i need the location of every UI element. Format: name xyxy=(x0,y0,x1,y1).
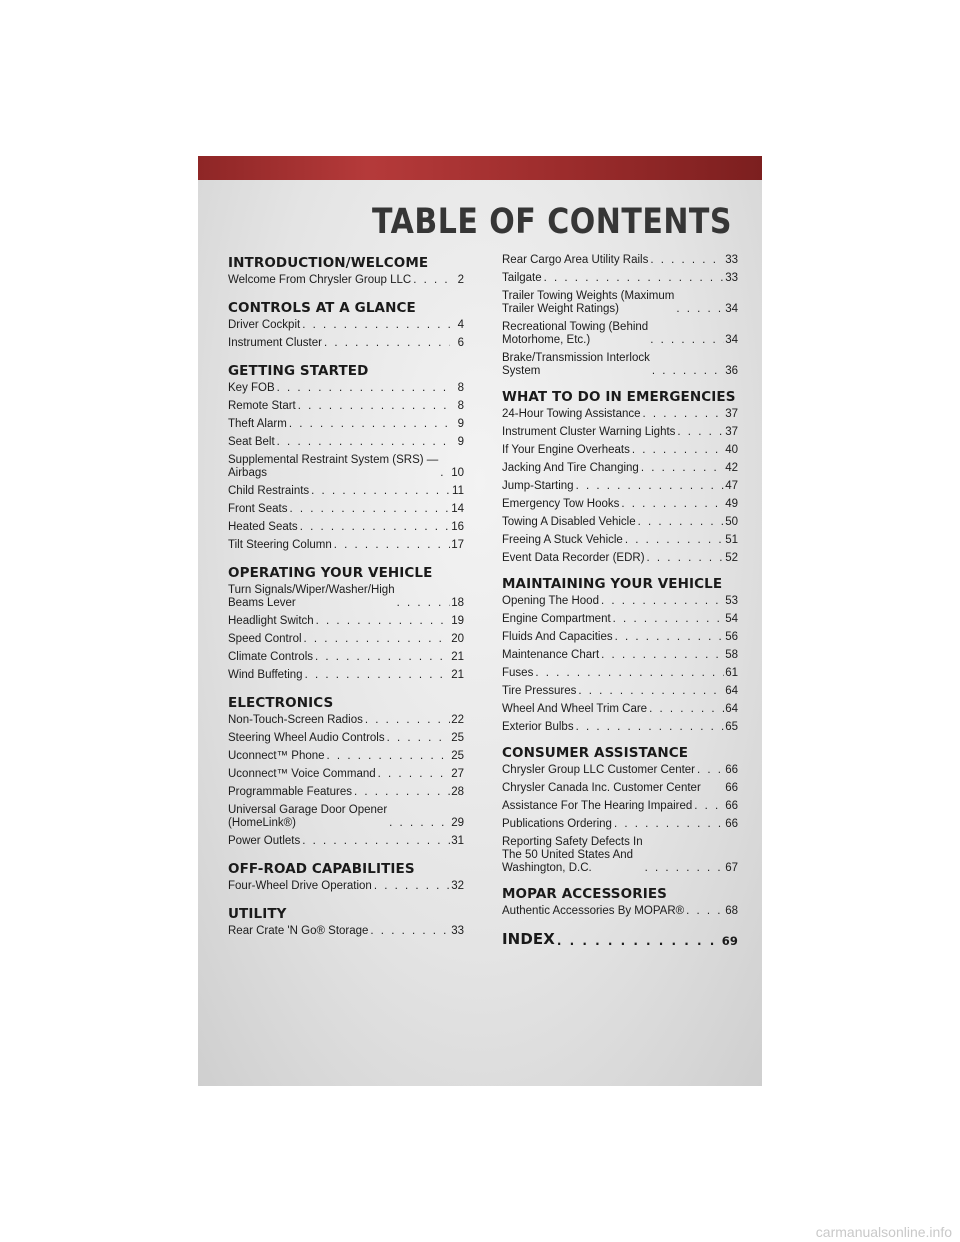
toc-entry[interactable] xyxy=(228,651,464,664)
toc-entry[interactable] xyxy=(228,521,464,534)
toc-entry-page: 33 xyxy=(451,925,464,937)
toc-entry[interactable] xyxy=(228,786,464,799)
toc-entry-page: 37 xyxy=(725,426,738,438)
toc-entry-page: 65 xyxy=(725,721,738,733)
dot-leader xyxy=(612,818,724,831)
toc-entry[interactable] xyxy=(502,905,738,918)
dot-leader xyxy=(648,334,724,347)
toc-entry[interactable] xyxy=(502,321,738,347)
dot-leader xyxy=(313,651,450,664)
toc-entry[interactable] xyxy=(502,272,738,285)
toc-entry-label: Brake/Transmission Interlock System xyxy=(502,352,650,377)
toc-entry[interactable] xyxy=(502,352,738,378)
toc-entry-page: 4 xyxy=(457,319,464,331)
dot-leader xyxy=(287,503,450,516)
toc-page xyxy=(198,156,762,1086)
toc-entry[interactable] xyxy=(228,714,464,727)
dot-leader xyxy=(648,254,724,267)
dot-leader xyxy=(674,303,724,316)
dot-leader xyxy=(684,905,724,918)
toc-entry[interactable] xyxy=(502,703,738,716)
toc-entry-page: 11 xyxy=(452,485,464,497)
dot-leader xyxy=(636,516,724,529)
dot-leader xyxy=(275,436,450,449)
toc-title: TABLE OF CONTENTS xyxy=(372,202,732,243)
toc-entry[interactable] xyxy=(228,382,464,395)
toc-entry-page: 25 xyxy=(451,750,464,762)
toc-entry-page: 32 xyxy=(451,880,464,892)
dot-leader xyxy=(599,595,724,608)
toc-entry-label: Chrysler Canada Inc. Customer Center xyxy=(502,782,701,794)
dot-leader xyxy=(352,786,450,799)
dot-leader xyxy=(372,880,450,893)
toc-entry-label: Chrysler Group LLC Customer Center xyxy=(502,764,696,776)
dot-leader xyxy=(298,521,450,534)
toc-entry-index[interactable] xyxy=(502,930,738,948)
toc-entry-page: 33 xyxy=(725,272,738,284)
toc-entry-label: Wind Buffeting xyxy=(228,669,303,681)
toc-entry[interactable] xyxy=(228,633,464,646)
toc-entry-page: 66 xyxy=(725,782,738,794)
dot-leader xyxy=(322,337,450,350)
dot-leader xyxy=(643,862,724,875)
header-band xyxy=(198,156,762,180)
toc-entry[interactable] xyxy=(502,408,738,421)
dot-leader xyxy=(300,835,450,848)
toc-entry[interactable] xyxy=(502,534,738,547)
toc-entry-label: Wheel And Wheel Trim Care xyxy=(502,703,648,715)
dot-leader xyxy=(302,633,450,646)
toc-entry-page: 20 xyxy=(451,633,464,645)
toc-entry-page: 21 xyxy=(451,669,464,681)
section-heading-operating-your-vehicle: OPERATING YOUR VEHICLE xyxy=(228,565,433,581)
toc-entry-page: 56 xyxy=(725,631,738,643)
toc-entry-page: 6 xyxy=(457,337,464,349)
toc-entry-page: 8 xyxy=(457,382,464,394)
toc-entry-label: Turn Signals/Wiper/Washer/High Beams Lever xyxy=(228,584,395,609)
toc-entry-page: 51 xyxy=(725,534,738,546)
toc-entry[interactable] xyxy=(228,337,464,350)
dot-leader xyxy=(363,714,450,727)
toc-entry-label: Steering Wheel Audio Controls xyxy=(228,732,385,744)
dot-leader xyxy=(314,615,450,628)
toc-entry-page: 16 xyxy=(451,521,464,533)
toc-entry-page: 64 xyxy=(725,685,738,697)
toc-entry-label: Universal Garage Door Opener (HomeLink®) xyxy=(228,804,388,829)
toc-entry-page: 58 xyxy=(725,649,738,661)
toc-entry[interactable] xyxy=(228,454,464,480)
toc-entry-page: 2 xyxy=(457,274,464,286)
toc-entry[interactable] xyxy=(502,516,738,529)
toc-entry-label: Key FOB xyxy=(228,382,275,394)
toc-entry-label: Power Outlets xyxy=(228,835,301,847)
toc-entry-page: 9 xyxy=(457,418,464,430)
dot-leader xyxy=(411,274,450,287)
dot-leader xyxy=(623,534,724,547)
toc-entry-label: Remote Start xyxy=(228,400,296,412)
toc-entry[interactable] xyxy=(228,584,464,610)
dot-leader xyxy=(599,649,724,662)
toc-entry[interactable] xyxy=(228,615,464,628)
toc-entry-page: 19 xyxy=(451,615,464,627)
toc-entry-page: 14 xyxy=(451,503,464,515)
dot-leader xyxy=(576,685,724,698)
toc-entry-label: Reporting Safety Defects In The 50 United States And Washington, D.C. xyxy=(502,836,643,874)
toc-entry-page: 34 xyxy=(725,334,738,346)
toc-entry-page: 27 xyxy=(451,768,464,780)
toc-entry-page: 25 xyxy=(451,732,464,744)
toc-entry-page: 54 xyxy=(725,613,738,625)
toc-entry-label: Supplemental Restraint System (SRS) — Airbags xyxy=(228,454,439,479)
toc-entry-label: Welcome From Chrysler Group LLC xyxy=(228,274,412,286)
toc-entry[interactable] xyxy=(502,631,738,644)
toc-entry-label: Fuses xyxy=(502,667,534,679)
dot-leader xyxy=(619,498,724,511)
toc-entry-label: Towing A Disabled Vehicle xyxy=(502,516,636,528)
toc-entry-page: 66 xyxy=(725,800,738,812)
toc-entry-page: 10 xyxy=(451,467,464,479)
toc-entry-page: 36 xyxy=(725,365,738,377)
toc-entry-label: Driver Cockpit xyxy=(228,319,301,331)
toc-entry-page: 34 xyxy=(725,303,738,315)
section-heading-off-road-capabilities: OFF-ROAD CAPABILITIES xyxy=(228,861,415,877)
toc-entry[interactable] xyxy=(228,418,464,431)
toc-entry-label: Seat Belt xyxy=(228,436,275,448)
toc-entry-label: Exterior Bulbs xyxy=(502,721,574,733)
toc-entry-label: Speed Control xyxy=(228,633,302,645)
toc-entry[interactable] xyxy=(228,835,464,848)
dot-leader xyxy=(303,669,450,682)
section-heading-electronics: ELECTRONICS xyxy=(228,695,334,711)
toc-entry[interactable] xyxy=(228,804,464,830)
toc-entry[interactable] xyxy=(228,750,464,763)
toc-entry-label: 24-Hour Towing Assistance xyxy=(502,408,641,420)
toc-entry-label: Freeing A Stuck Vehicle xyxy=(502,534,623,546)
toc-entry-label: Non-Touch-Screen Radios xyxy=(228,714,363,726)
toc-entry-page: 67 xyxy=(725,862,738,874)
index-page: 69 xyxy=(721,934,738,948)
toc-entry[interactable] xyxy=(228,880,464,893)
toc-entry-page: 21 xyxy=(451,651,464,663)
dot-leader xyxy=(611,613,724,626)
toc-entry-label: Tire Pressures xyxy=(502,685,577,697)
toc-entry[interactable] xyxy=(502,836,738,875)
toc-entry-page: 18 xyxy=(451,597,464,609)
dot-leader xyxy=(385,732,450,745)
dot-leader xyxy=(296,400,450,413)
toc-entry-label: Maintenance Chart xyxy=(502,649,600,661)
toc-entry[interactable] xyxy=(502,462,738,475)
toc-entry[interactable] xyxy=(502,800,738,813)
section-heading-maintaining-your-vehicle: MAINTAINING YOUR VEHICLE xyxy=(502,576,723,592)
toc-entry-page: 17 xyxy=(451,539,464,551)
toc-entry-page: 52 xyxy=(725,552,738,564)
toc-entry-page: 9 xyxy=(457,436,464,448)
toc-entry[interactable] xyxy=(228,503,464,516)
toc-entry-page: 64 xyxy=(725,703,738,715)
dot-leader xyxy=(275,382,450,395)
toc-entry[interactable] xyxy=(228,319,464,332)
toc-entry-page: 66 xyxy=(725,818,738,830)
watermark: carmanualsonline.info xyxy=(815,1224,952,1240)
toc-entry-label: Headlight Switch xyxy=(228,615,314,627)
toc-entry[interactable] xyxy=(502,667,738,680)
dot-leader xyxy=(368,925,450,938)
dot-leader xyxy=(645,552,724,565)
toc-entry[interactable] xyxy=(502,444,738,457)
toc-entry-label: Tilt Steering Column xyxy=(228,539,332,551)
dot-leader xyxy=(574,721,724,734)
dot-leader xyxy=(533,667,724,680)
dot-leader xyxy=(542,272,724,285)
toc-entry-label: Climate Controls xyxy=(228,651,313,663)
toc-entry[interactable] xyxy=(228,732,464,745)
toc-entry[interactable] xyxy=(502,685,738,698)
toc-entry[interactable] xyxy=(502,649,738,662)
toc-entry-page: 40 xyxy=(725,444,738,456)
toc-entry-page: 68 xyxy=(725,905,738,917)
toc-entry-label: Assistance For The Hearing Impaired xyxy=(502,800,693,812)
toc-entry-label: Rear Crate 'N Go® Storage xyxy=(228,925,369,937)
dot-leader xyxy=(395,597,450,610)
dot-leader xyxy=(309,485,450,498)
section-heading-getting-started: GETTING STARTED xyxy=(228,363,369,379)
dot-leader xyxy=(630,444,724,457)
toc-entry-label: Publications Ordering xyxy=(502,818,612,830)
dot-leader xyxy=(574,480,724,493)
toc-left-column xyxy=(228,255,464,943)
toc-entry-label: Jump-Starting xyxy=(502,480,574,492)
toc-entry[interactable] xyxy=(228,274,464,287)
dot-leader xyxy=(287,418,450,431)
toc-entry-page: 8 xyxy=(457,400,464,412)
toc-entry-label: Jacking And Tire Changing xyxy=(502,462,639,474)
dot-leader xyxy=(639,462,724,475)
toc-entry-label: Fluids And Capacities xyxy=(502,631,613,643)
toc-entry-label: Recreational Towing (Behind Motorhome, Etc.) xyxy=(502,321,649,346)
toc-entry-page: 49 xyxy=(725,498,738,510)
dot-leader xyxy=(387,817,450,830)
toc-entry-label: Engine Compartment xyxy=(502,613,611,625)
toc-entry-page: 50 xyxy=(725,516,738,528)
toc-entry-label: Authentic Accessories By MOPAR® xyxy=(502,905,685,917)
toc-entry-page: 42 xyxy=(725,462,738,474)
toc-entry[interactable] xyxy=(228,768,464,781)
dot-leader xyxy=(675,426,724,439)
toc-entry[interactable] xyxy=(502,782,738,795)
dot-leader xyxy=(647,703,724,716)
toc-entry[interactable] xyxy=(502,552,738,565)
section-heading-utility: UTILITY xyxy=(228,906,287,922)
toc-entry[interactable] xyxy=(228,485,464,498)
toc-entry[interactable] xyxy=(502,595,738,608)
dot-leader xyxy=(438,467,450,480)
toc-entry[interactable] xyxy=(502,721,738,734)
toc-entry-page: 28 xyxy=(451,786,464,798)
dot-leader xyxy=(555,934,722,948)
toc-right-column xyxy=(502,254,738,951)
toc-entry[interactable] xyxy=(502,498,738,511)
toc-entry[interactable] xyxy=(502,480,738,493)
toc-entry-page: 33 xyxy=(725,254,738,266)
toc-entry-page: 37 xyxy=(725,408,738,420)
toc-entry-label: Opening The Hood xyxy=(502,595,599,607)
toc-entry-page: 22 xyxy=(451,714,464,726)
toc-entry-page: 31 xyxy=(451,835,464,847)
toc-entry[interactable] xyxy=(228,400,464,413)
toc-entry-label: Four-Wheel Drive Operation xyxy=(228,880,372,892)
toc-entry-label: Heated Seats xyxy=(228,521,298,533)
section-heading-consumer-assistance: CONSUMER ASSISTANCE xyxy=(502,745,689,761)
dot-leader xyxy=(332,539,450,552)
section-heading-introduction-welcome: INTRODUCTION/WELCOME xyxy=(228,255,429,271)
toc-entry-label: If Your Engine Overheats xyxy=(502,444,630,456)
dot-leader xyxy=(641,408,725,421)
toc-entry-label: Theft Alarm xyxy=(228,418,287,430)
toc-entry-label: Instrument Cluster Warning Lights xyxy=(502,426,676,438)
toc-entry[interactable] xyxy=(502,254,738,267)
toc-entry[interactable] xyxy=(228,539,464,552)
toc-entry[interactable] xyxy=(228,436,464,449)
index-label: INDEX xyxy=(502,930,555,948)
toc-entry-label: Tailgate xyxy=(502,272,542,284)
dot-leader xyxy=(300,319,450,332)
toc-entry[interactable] xyxy=(228,925,464,938)
toc-entry-label: Child Restraints xyxy=(228,485,310,497)
dot-leader xyxy=(692,800,724,813)
dot-leader xyxy=(325,750,450,763)
section-heading-what-to-do-in-emergencies: WHAT TO DO IN EMERGENCIES xyxy=(502,389,736,405)
dot-leader xyxy=(613,631,724,644)
toc-entry[interactable] xyxy=(502,818,738,831)
section-heading-controls-at-a-glance: CONTROLS AT A GLANCE xyxy=(228,300,416,316)
toc-entry-page: 61 xyxy=(725,667,738,679)
toc-entry[interactable] xyxy=(502,290,738,316)
toc-entry-page: 47 xyxy=(725,480,738,492)
toc-entry-page: 29 xyxy=(451,817,464,829)
toc-entry-label: Event Data Recorder (EDR) xyxy=(502,552,645,564)
toc-entry-page: 53 xyxy=(725,595,738,607)
dot-leader xyxy=(650,365,724,378)
toc-entry[interactable] xyxy=(502,426,738,439)
toc-entry[interactable] xyxy=(228,669,464,682)
toc-entry[interactable] xyxy=(502,764,738,777)
toc-entry-label: Front Seats xyxy=(228,503,288,515)
dot-leader xyxy=(695,764,724,777)
toc-entry-label: Trailer Towing Weights (Maximum Trailer Weight Ratings) xyxy=(502,290,675,315)
toc-entry-label: Rear Cargo Area Utility Rails xyxy=(502,254,649,266)
toc-entry-label: Uconnect™ Phone xyxy=(228,750,325,762)
toc-entry[interactable] xyxy=(502,613,738,626)
toc-entry-label: Programmable Features xyxy=(228,786,352,798)
toc-entry-label: Emergency Tow Hooks xyxy=(502,498,620,510)
toc-entry-label: Instrument Cluster xyxy=(228,337,322,349)
toc-entry-label: Uconnect™ Voice Command xyxy=(228,768,376,780)
section-heading-mopar-accessories: MOPAR ACCESSORIES xyxy=(502,886,667,902)
toc-entry-page: 66 xyxy=(725,764,738,776)
dot-leader xyxy=(376,768,450,781)
